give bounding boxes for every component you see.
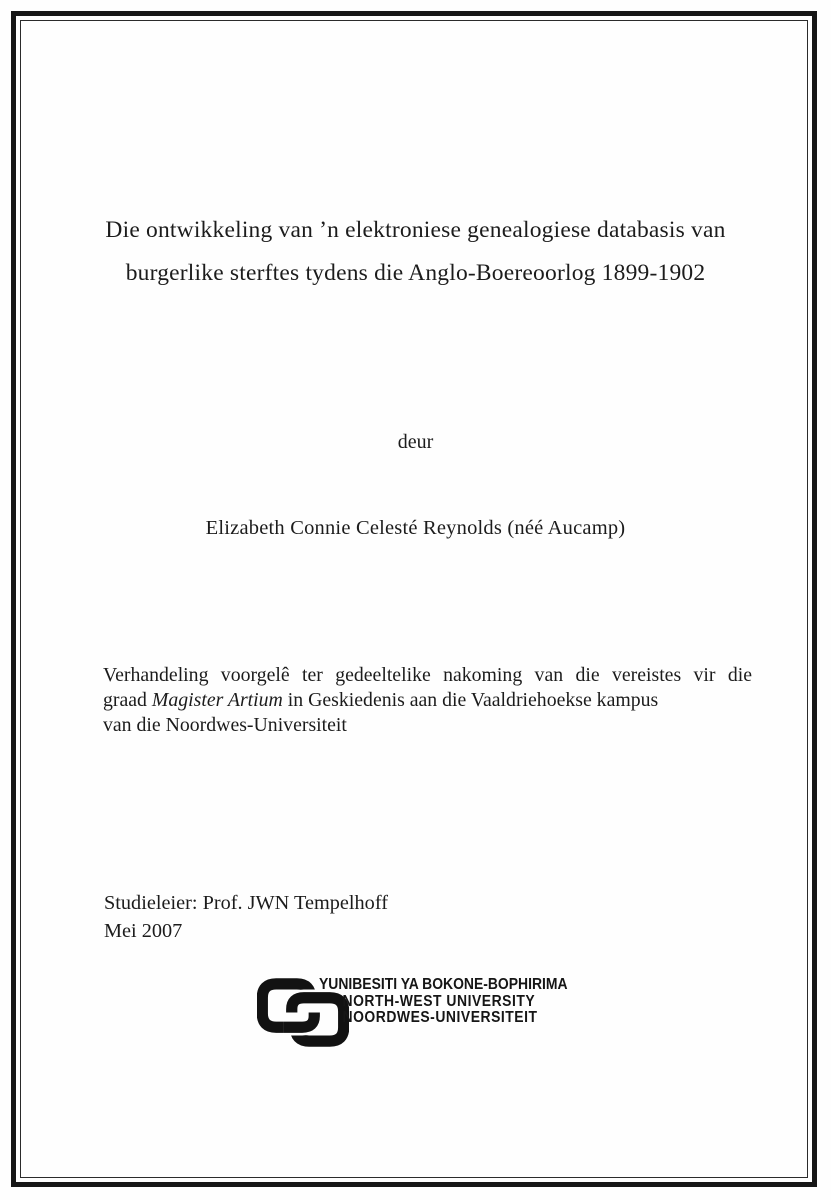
thesis-title-line-2: burgerlike sterftes tydens die Anglo-Boereoorlog 1899-1902	[125, 260, 706, 286]
university-logo	[257, 974, 587, 1054]
logo-line-afrikaans: NOORDWES-UNIVERSITEIT	[342, 1009, 538, 1026]
degree-statement-line-3: van die Noordwes-Universiteit	[103, 713, 347, 736]
date-line: Mei 2007	[104, 919, 183, 942]
byline-deur: deur	[397, 431, 434, 453]
thesis-title-line-1: Die ontwikkeling van ’n elektroniese genealogiese databasis van	[105, 217, 726, 243]
degree-name-italic: Magister Artium	[151, 688, 283, 711]
author-name: Elizabeth Connie Celesté Reynolds (néé Aucamp)	[205, 517, 626, 539]
degree-statement-line-2	[103, 688, 752, 713]
thesis-title	[50, 209, 781, 295]
degree-statement	[103, 663, 752, 737]
supervisor-block	[104, 890, 388, 945]
degree-statement-line-1: Verhandeling voorgelê ter gedeeltelike nakoming van die vereistes vir die	[103, 664, 752, 686]
degree-statement-line-2-post: in Geskiedenis aan die Vaaldriehoekse kampus	[282, 688, 659, 711]
logo-line-setswana: YUNIBESITI YA BOKONE-BOPHIRIMA	[319, 976, 568, 993]
degree-statement-line-2-pre: graad	[103, 688, 152, 711]
supervisor-line: Studieleier: Prof. JWN Tempelhoff	[104, 892, 388, 914]
logo-line-english: NORTH-WEST UNIVERSITY	[342, 992, 536, 1010]
university-logo-text	[319, 977, 568, 1027]
